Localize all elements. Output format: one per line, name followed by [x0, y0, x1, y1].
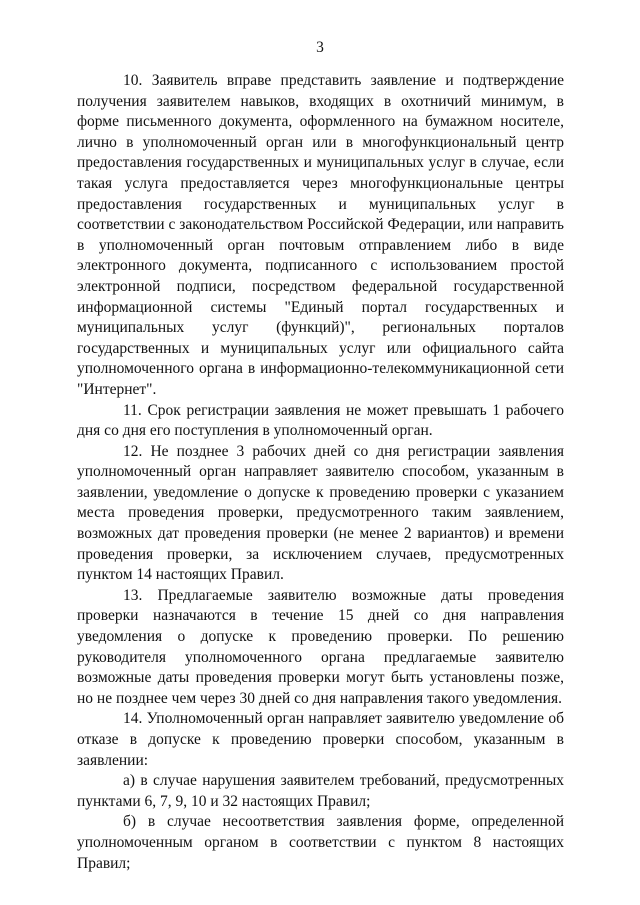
paragraph-11: 11. Срок регистрации заявления не может превышать 1 рабочего дня со дня его поступления в уполномоченный орган.	[77, 401, 564, 440]
subparagraph-a: а) в случае нарушения заявителем требований, предусмотренных пунктами 6, 7, 9, 10 и 32 настоящих Правил;	[77, 772, 564, 810]
paragraph-12: 12. Не позднее 3 рабочих дней со дня регистрации заявления уполномоченный орган направляет заявителю способом, указанным в заявлении, уведомление о допуске к проведению проверки с указанием места проведения проверки, предусмотренного таким заявлением, возможных дат проведения проверки (не менее 2 вариантов) и времени проведения проверки, за исключением случаев, предусмотренных пунктом 14 настоящих Правил.	[77, 442, 564, 584]
paragraph-14: 14. Уполномоченный орган направляет заявителю уведомление об отказе в допуске к проведению проверки способом, указанным в заявлении:	[77, 710, 564, 769]
subparagraph-b: б) в случае несоответствия заявления форме, определенной уполномоченным органом в соответствии с пунктом 8 настоящих Правил;	[77, 813, 564, 872]
paragraph-10: 10. Заявитель вправе представить заявление и подтверждение получения заявителем навыков, входящих в охотничий минимум, в форме письменного документа, оформленного на бумажном носителе, лично в уполномоченный орган или в многофункциональный центр предоставления государственных и муниципальных услуг в случае, если такая услуга предоставляется через многофункциональные центры предоставления государственных и муниципальных услуг в соответствии с законодательством Российской Федерации, или направить в уполномоченный орган почтовым отправлением либо в виде электронного документа, подписанного с использованием простой электронной подписи, посредством федеральной государственной информационной системы "Единый портал государственных и муниципальных услуг (функций)", региональных порталов государственных и муниципальных услуг или официального сайта уполномоченного органа в информационно-телекоммуникационной сети "Интернет".	[77, 72, 564, 398]
page-number: 3	[316, 39, 324, 56]
paragraph-13: 13. Предлагаемые заявителю возможные даты проведения проверки назначаются в течение 15 дней со дня направления уведомления о допуске к проведению проверки. По решению руководителя уполномоченного органа предлагаемые заявителю возможные даты проведения проверки могут быть установлены позже, но не позднее чем через 30 дней со дня направления такого уведомления.	[77, 586, 564, 707]
document-body	[77, 71, 564, 874]
